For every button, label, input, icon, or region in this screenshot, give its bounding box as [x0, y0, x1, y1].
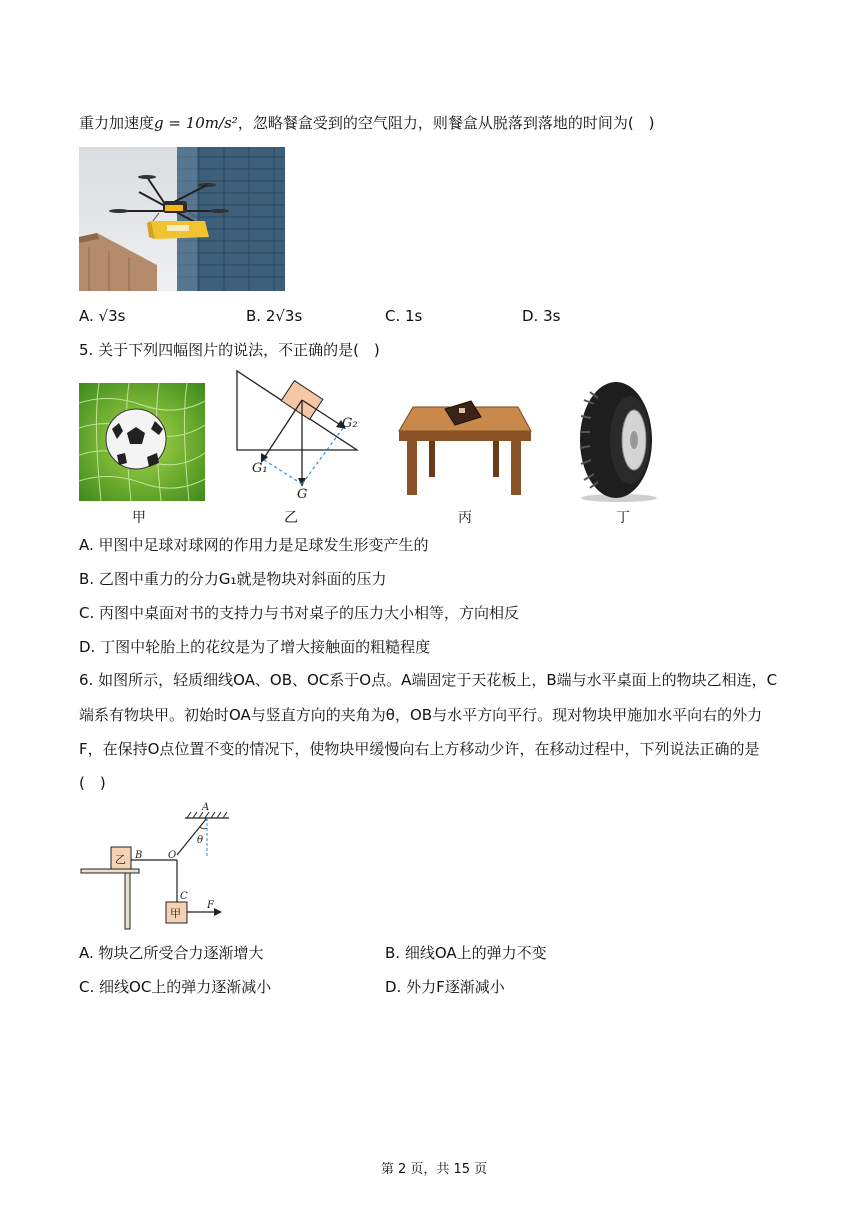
q4-stem-post: ，忽略餐盒受到的空气阻力，则餐盒从脱落到落地的时间为( )	[237, 114, 655, 132]
q6-option-d[interactable]: D. 外力F逐渐减小	[385, 978, 505, 996]
caption-jia: 甲	[132, 510, 146, 526]
q5-option-b[interactable]: B. 乙图中重力的分力G₁就是物块对斜面的压力	[79, 570, 387, 588]
label-g: G	[297, 487, 308, 502]
q4-option-d[interactable]: D. 3s	[522, 307, 561, 325]
q5-option-a[interactable]: A. 甲图中足球对球网的作用力是足球发生形变产生的	[79, 536, 429, 554]
football-net-image	[79, 383, 205, 501]
q5-stem: 5. 关于下列四幅图片的说法，不正确的是( )	[79, 341, 380, 359]
label-g1: G₁	[252, 461, 268, 476]
q6-stem-line1: 6. 如图所示，轻质细线OA、OB、OC系于O点。A端固定于天花板上，B端与水平桌面上的物块乙相连，C	[79, 671, 778, 689]
table-with-book-image	[393, 395, 535, 501]
q4-stem-pre: 重力加速度	[79, 114, 155, 132]
caption-bing: 丙	[458, 510, 472, 526]
tire-image	[570, 380, 668, 504]
label-a: A	[202, 802, 210, 813]
label-theta: θ	[197, 835, 204, 846]
q6-option-a[interactable]: A. 物块乙所受合力逐渐增大	[79, 944, 264, 962]
label-c: C	[180, 891, 188, 902]
q6-stem-line2: 端系有物块甲。初始时OA与竖直方向的夹角为θ，OB与水平方向平行。现对物块甲施加水平向右的外力	[79, 706, 763, 724]
page-footer: 第 2 页，共 15 页	[380, 1162, 488, 1177]
label-b: B	[135, 850, 143, 861]
q5-option-c[interactable]: C. 丙图中桌面对书的支持力与书对桌子的压力大小相等，方向相反	[79, 604, 520, 622]
label-g2: G₂	[342, 416, 358, 431]
q4-formula: g = 10m/s²	[154, 114, 238, 132]
incline-force-diagram	[230, 368, 370, 503]
caption-yi: 乙	[284, 510, 298, 526]
q6-option-b[interactable]: B. 细线OA上的弹力不变	[385, 944, 547, 962]
block-jia-label: 甲	[170, 907, 181, 920]
q5-option-d[interactable]: D. 丁图中轮胎上的花纹是为了增大接触面的粗糙程度	[79, 638, 431, 656]
q6-stem-line4: ( )	[79, 774, 106, 792]
q6-option-c[interactable]: C. 细线OC上的弹力逐渐减小	[79, 978, 272, 996]
block-yi-label: 乙	[115, 853, 126, 866]
label-o: O	[168, 850, 177, 861]
q4-option-c[interactable]: C. 1s	[385, 307, 423, 325]
string-system-diagram	[79, 800, 239, 930]
label-f: F	[207, 900, 214, 911]
caption-ding: 丁	[616, 510, 630, 526]
q4-option-b[interactable]: B. 2√3s	[246, 307, 303, 325]
q4-stem	[79, 113, 655, 133]
q6-stem-line3: F，在保持O点位置不变的情况下，使物块甲缓慢向右上方移动少许，在移动过程中，下列说法正确的是	[79, 740, 760, 758]
drone-delivery-photo	[79, 147, 285, 291]
q4-option-a[interactable]: A. √3s	[79, 307, 126, 325]
